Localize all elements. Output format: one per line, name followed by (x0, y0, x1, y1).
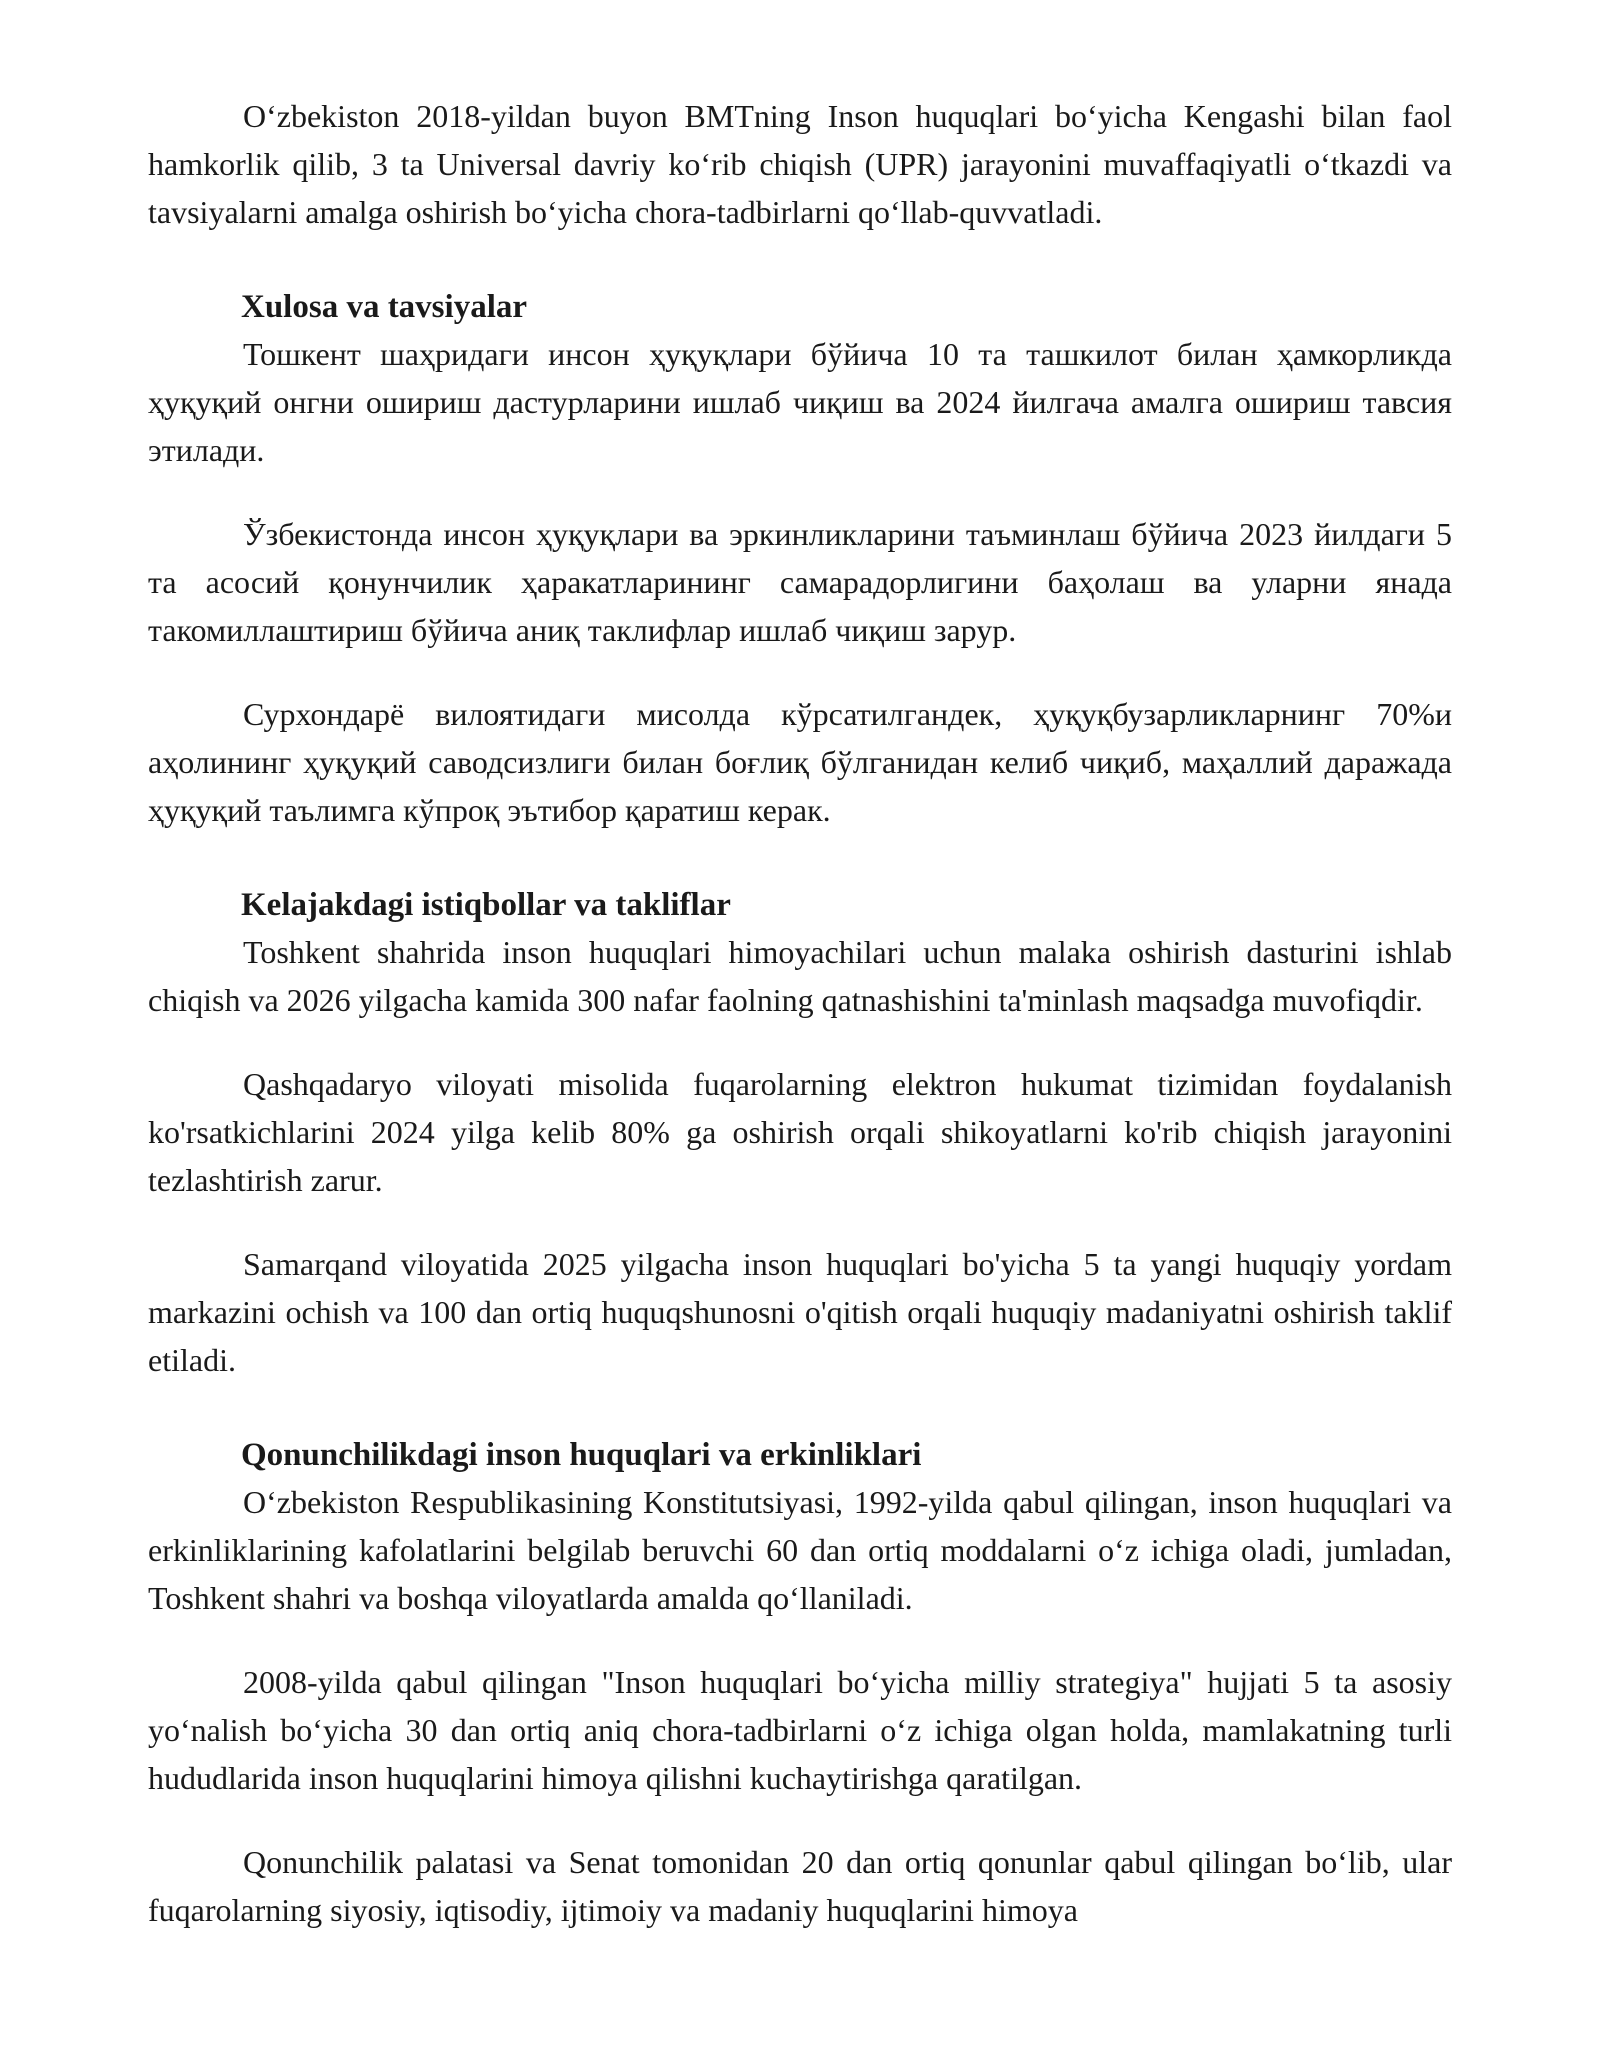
document-page (148, 92, 1452, 1934)
paragraph: Ўзбекистонда инсон ҳуқуқлари ва эркинликларини таъминлаш бўйича 2023 йилдаги 5 та асосий қонунчилик ҳаракатларининг самарадорлигини баҳолаш ва уларни янада такомиллаштириш бўйича аниқ таклифлар ишлаб чиқиш зарур. (148, 516, 1452, 648)
paragraph: Тошкент шаҳридаги инсон ҳуқуқлари бўйича 10 та ташкилот билан ҳамкорликда ҳуқуқий онгни ошириш дастурларини ишлаб чиқиш ва 2024 йилгача амалга ошириш тавсия этилади. (148, 336, 1452, 468)
paragraph: Toshkent shahrida inson huquqlari himoyachilari uchun malaka oshirish dasturini ishlab chiqish va 2026 yilgacha kamida 300 nafar faolning qatnashishini ta'minlash maqsadga muvofiqdir. (148, 934, 1452, 1018)
paragraph: Samarqand viloyatida 2025 yilgacha inson huquqlari bo'yicha 5 ta yangi huquqiy yordam markazini ochish va 100 dan ortiq huquqshunosni o'qitish orqali huquqiy madaniyatni oshirish taklif etiladi. (148, 1246, 1452, 1378)
section-heading-prospects: Kelajakdagi istiqbollar va takliflar (241, 887, 731, 923)
paragraph: Qashqadaryo viloyati misolida fuqarolarning elektron hukumat tizimidan foydalanish ko'rsatkichlarini 2024 yilga kelib 80% ga oshirish orqali shikoyatlarni ko'rib chiqish jarayonini tezlashtirish zarur. (148, 1066, 1452, 1198)
section-heading-legislation: Qonunchilikdagi inson huquqlari va erkinliklari (241, 1437, 922, 1473)
intro-paragraph: Oʻzbekiston 2018-yildan buyon BMTning Inson huquqlari boʻyicha Kengashi bilan faol hamkorlik qilib, 3 ta Universal davriy koʻrib chiqish (UPR) jarayonini muvaffaqiyatli oʻtkazdi va tavsiyalarni amalga oshirish boʻyicha chora-tadbirlarni qoʻllab-quvvatladi. (148, 98, 1452, 230)
paragraph: Oʻzbekiston Respublikasining Konstitutsiyasi, 1992-yilda qabul qilingan, inson huquqlari va erkinliklarining kafolatlarini belgilab beruvchi 60 dan ortiq moddalarni oʻz ichiga oladi, jumladan, Toshkent shahri va boshqa viloyatlarda amalda qoʻllaniladi. (148, 1484, 1452, 1616)
paragraph: 2008-yilda qabul qilingan "Inson huquqlari boʻyicha milliy strategiya" hujjati 5 ta asosiy yoʻnalish boʻyicha 30 dan ortiq aniq chora-tadbirlarni oʻz ichiga olgan holda, mamlakatning turli hududlarida inson huquqlarini himoya qilishni kuchaytirishga qaratilgan. (148, 1664, 1452, 1796)
paragraph: Сурхондарё вилоятидаги мисолда кўрсатилгандек, ҳуқуқбузарликларнинг 70%и аҳолининг ҳуқуқий саводсизлиги билан боғлиқ бўлганидан келиб чиқиб, маҳаллий даражада ҳуқуқий таълимга кўпроқ эътибор қаратиш керак. (148, 696, 1452, 828)
section-heading-conclusions: Xulosa va tavsiyalar (241, 289, 528, 325)
paragraph: Qonunchilik palatasi va Senat tomonidan 20 dan ortiq qonunlar qabul qilingan boʻlib, ular fuqarolarning siyosiy, iqtisodiy, ijtimoiy va madaniy huquqlarini himoya (148, 1844, 1452, 1928)
